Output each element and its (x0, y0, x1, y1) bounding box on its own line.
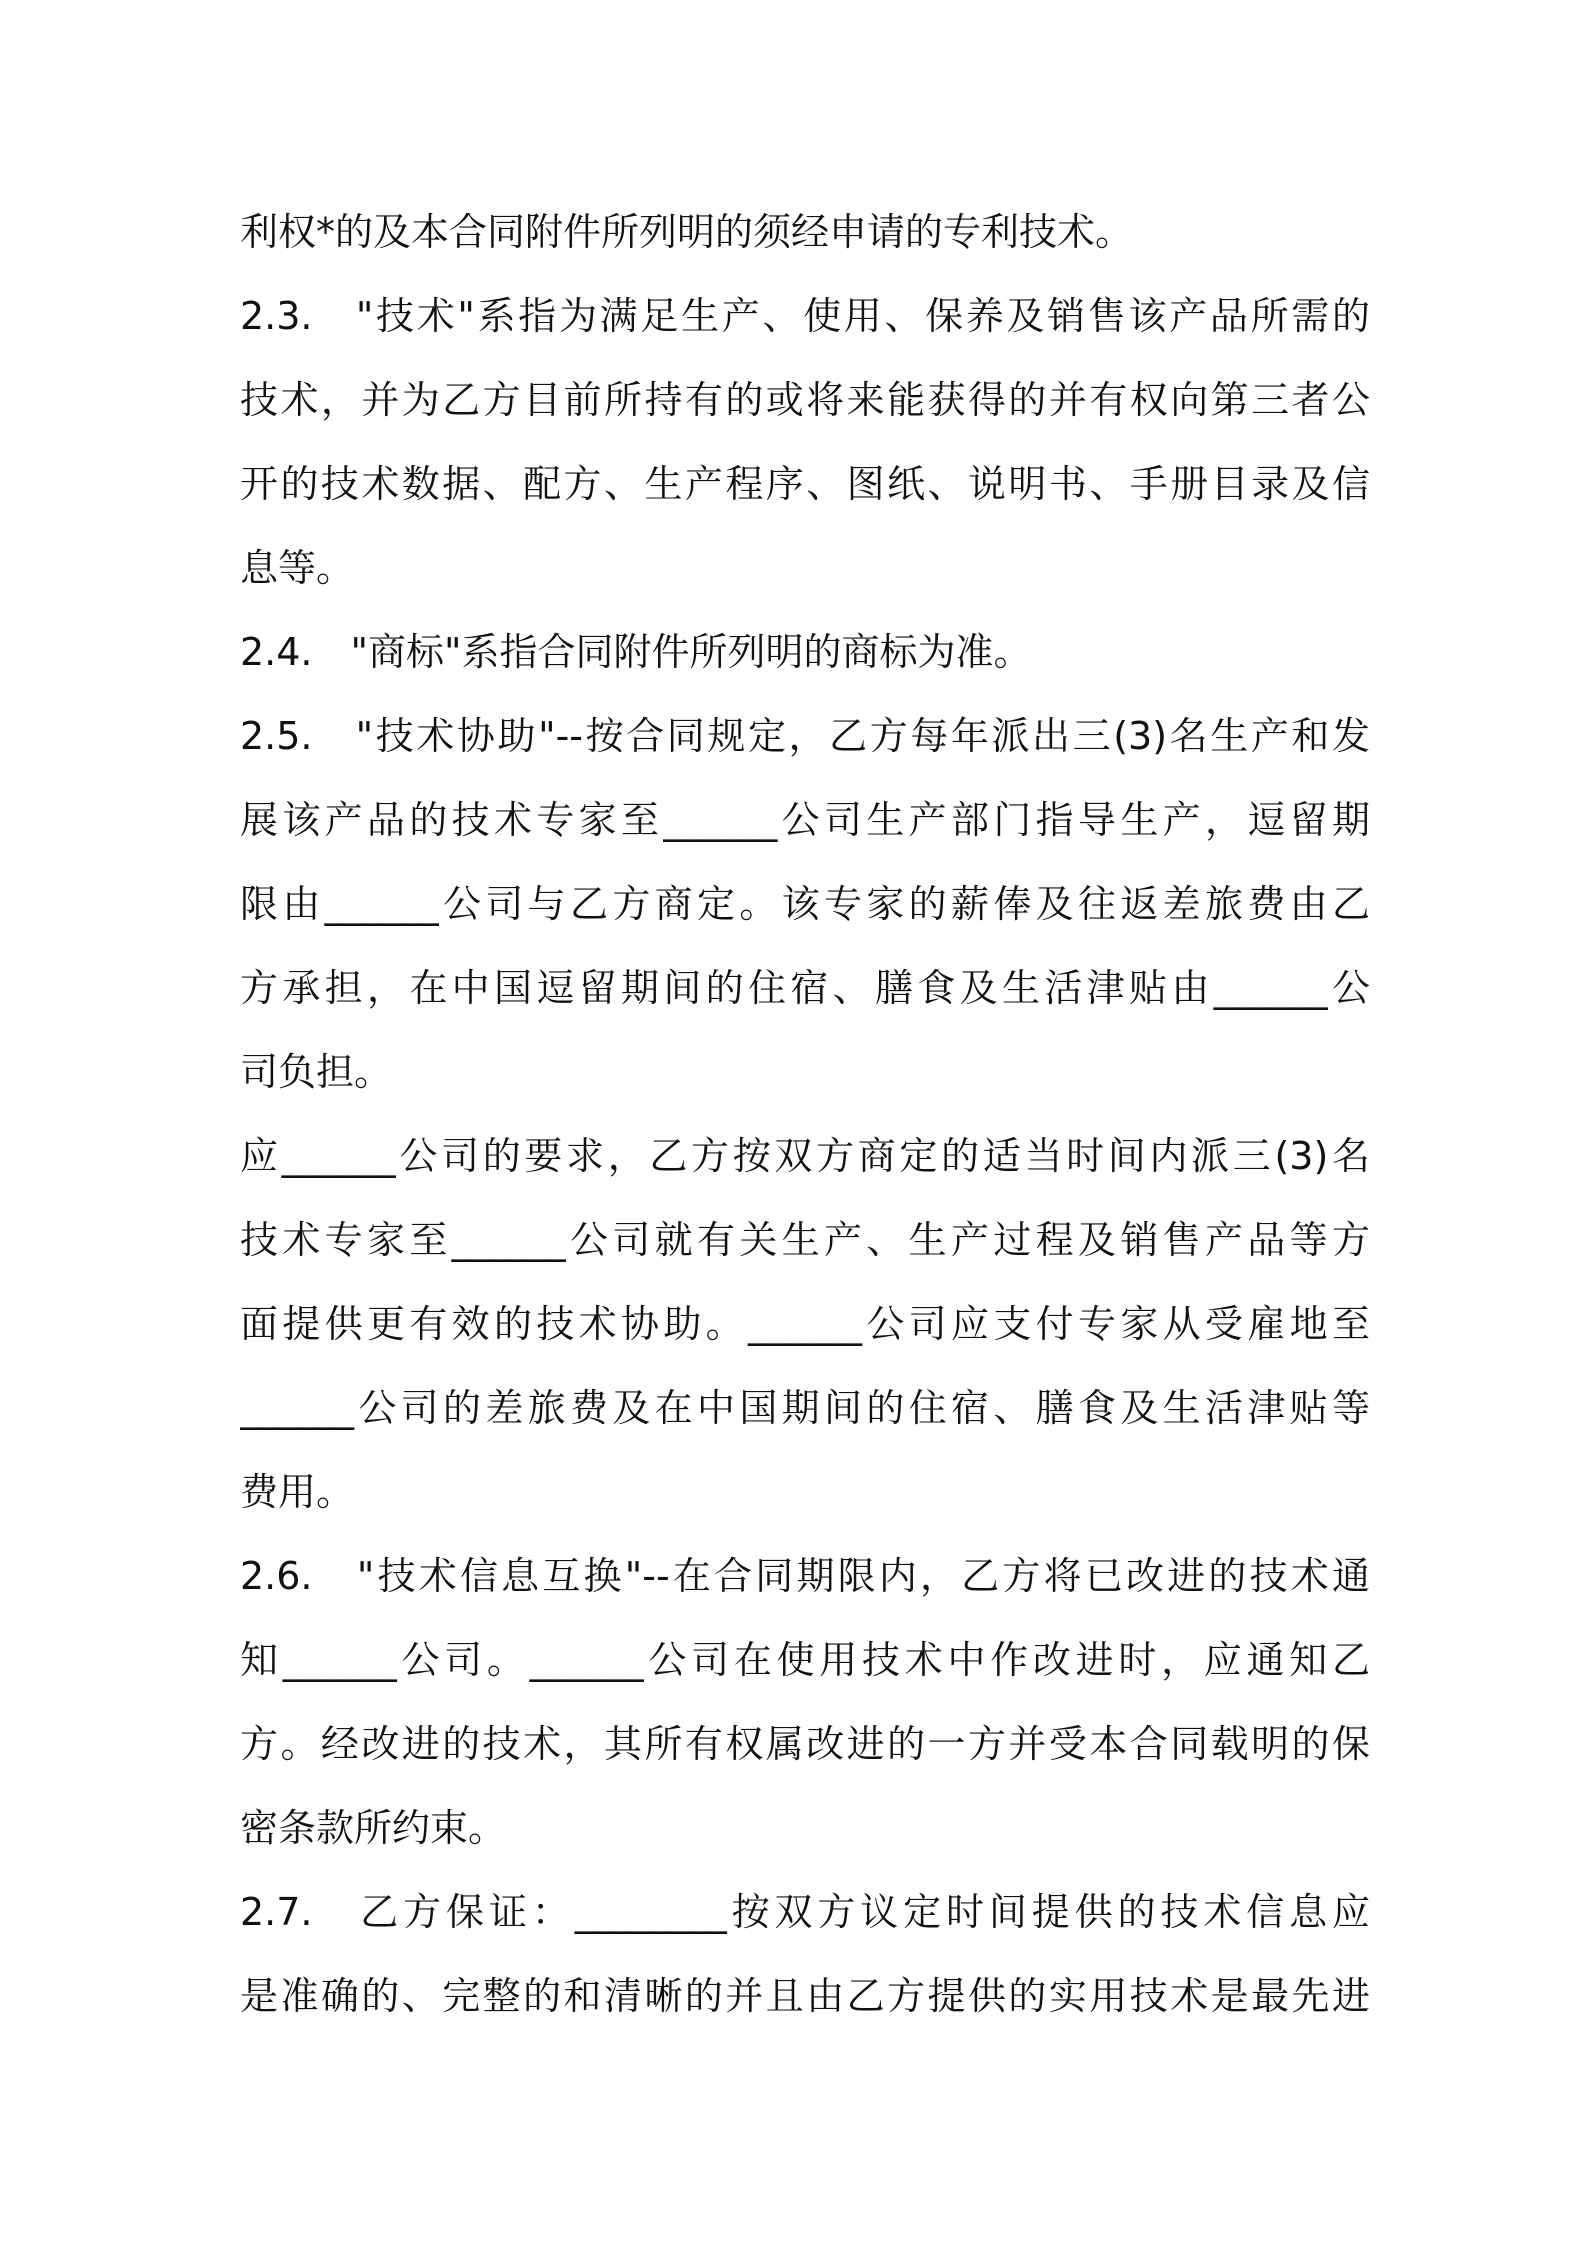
text-line: 司负担。 (240, 1050, 393, 1094)
text-line: 技术专家至______公司就有关生产、生产过程及销售产品等方 (240, 1218, 1370, 1262)
text-line: 面提供更有效的技术协助。______公司应支付专家从受雇地至 (240, 1302, 1370, 1346)
text-line: 利权*的及本合同附件所列明的须经申请的专利技术。 (240, 210, 1134, 254)
text-line: 方。经改进的技术，其所有权属改进的一方并受本合同载明的保 (240, 1722, 1370, 1766)
text-line: 费用。 (240, 1470, 355, 1514)
contract-text (240, 190, 1370, 2038)
text-line: 知______公司。______公司在使用技术中作改进时，应通知乙 (240, 1638, 1370, 1682)
text-line: 2.7. 乙方保证：________按双方议定时间提供的技术信息应 (240, 1890, 1370, 1934)
text-line: 2.6. "技术信息互换"--在合同期限内，乙方将已改进的技术通 (240, 1554, 1370, 1598)
text-line: 应______公司的要求，乙方按双方商定的适当时间内派三(3)名 (240, 1134, 1370, 1178)
text-line: 展该产品的技术专家至______公司生产部门指导生产，逗留期 (240, 798, 1370, 842)
text-line: 技术，并为乙方目前所持有的或将来能获得的并有权向第三者公 (240, 378, 1370, 422)
text-line: 限由______公司与乙方商定。该专家的薪俸及往返差旅费由乙 (240, 882, 1370, 926)
text-line: 方承担，在中国逗留期间的住宿、膳食及生活津贴由______公 (240, 966, 1370, 1010)
text-line: 2.5. "技术协助"--按合同规定，乙方每年派出三(3)名生产和发 (240, 714, 1370, 758)
text-line: 2.3. "技术"系指为满足生产、使用、保养及销售该产品所需的 (240, 294, 1370, 338)
text-line: 息等。 (240, 546, 355, 590)
text-line: 开的技术数据、配方、生产程序、图纸、说明书、手册目录及信 (240, 462, 1370, 506)
text-line: 密条款所约束。 (240, 1806, 507, 1850)
text-line: ______公司的差旅费及在中国期间的住宿、膳食及生活津贴等 (240, 1386, 1370, 1430)
text-line: 是准确的、完整的和清晰的并且由乙方提供的实用技术是最先进 (240, 1974, 1370, 2018)
text-line: 2.4. "商标"系指合同附件所列明的商标为准。 (240, 630, 1032, 674)
